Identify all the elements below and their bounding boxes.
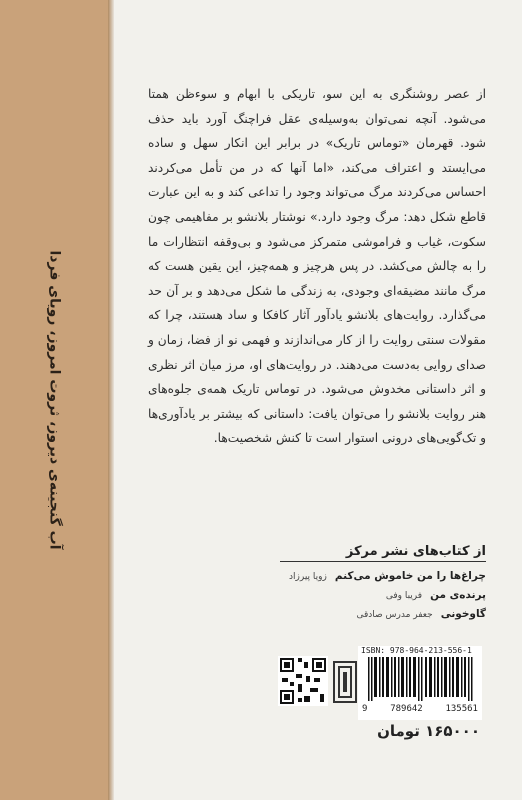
- book-item: [280, 608, 486, 620]
- book-author: جعفر مدرس صادقی: [356, 610, 433, 620]
- price: ۱۶۵۰۰۰ تومان: [377, 722, 480, 740]
- book-title: پرنده‌ی من: [430, 589, 486, 601]
- book-author: فریبا وفی: [385, 591, 423, 601]
- book-item: [280, 589, 486, 601]
- barcode: [358, 646, 482, 720]
- qr-code-icon: [278, 656, 328, 706]
- blurb: [148, 82, 486, 451]
- ean-right-group: 135561: [445, 704, 478, 714]
- blurb-text: از عصر روشنگری به این سو، تاریکی با ابهام و سوءظن همتا می‌شود. آنچه نمی‌توان به‌وسیله‌ی عقل فراچنگ آورد باید حذف شود. قهرمان «توماس تاریک» در برابر این انکار سهل و ساده می‌ایستد و اعتراف می‌کند، «اما آنها که در من تأمل می‌کردند احساس می‌کردند مرگ می‌تواند وجود را تداعی کند و به این عبارت قاطع شکل دهد: مرگ وجود دارد.» نوشتار بلانشو بر مفاهیمی چون سکوت، غیاب و فراموشی متمرکز می‌شود و بی‌وقفه انتظارات ما را به چالش می‌کشد. در پس هرچیز و همه‌چیز، این یقین هست که مرگ مانند مضیقه‌ای وجودی، به زندگی ما شکل می‌دهد و بر آن حد می‌گذارد. روایت‌های بلانشو یادآور آثار کافکا و ساد هستند، چرا که مقولات سنتی روایت را از کار می‌اندازند و فهمی نو از فضا، زمان و صدای روایی به‌دست می‌دهند. در روایت‌های او، مرز میان اثر نظری و اثر داستانی مخدوش می‌شود. در توماس تاریک همه‌ی جلوه‌های هنر روایت بلانشو را می‌توان یافت: داستانی که بیشتر بر یادآوری‌ها و تک‌گویی‌های درونی استوار است تا کنش شخصیت‌ها.: [148, 87, 486, 446]
- other-books: [280, 544, 486, 627]
- fold-shadow: [108, 0, 114, 800]
- book-author: زویا پیرزاد: [289, 572, 327, 582]
- publisher-logo-icon: [332, 660, 358, 704]
- barcode-bars: [368, 657, 476, 701]
- spine-flap: [0, 0, 108, 800]
- book-title: چراغ‌ها را من خاموش می‌کنم: [334, 570, 486, 582]
- ean-first-digit: 9: [362, 704, 368, 714]
- ean-left-group: 789642: [390, 704, 423, 714]
- ean-digits: [358, 704, 482, 714]
- isbn-number: ISBN: 978-964-213-556-1: [361, 646, 472, 655]
- book-item: [280, 570, 486, 582]
- other-books-heading: از کتاب‌های نشر مرکز: [280, 544, 486, 562]
- spine-tagline: آب گنجینه‌ی دیروز، ثروت امروز، رویای فردا: [46, 250, 62, 550]
- book-title: گاوخونی: [440, 608, 486, 620]
